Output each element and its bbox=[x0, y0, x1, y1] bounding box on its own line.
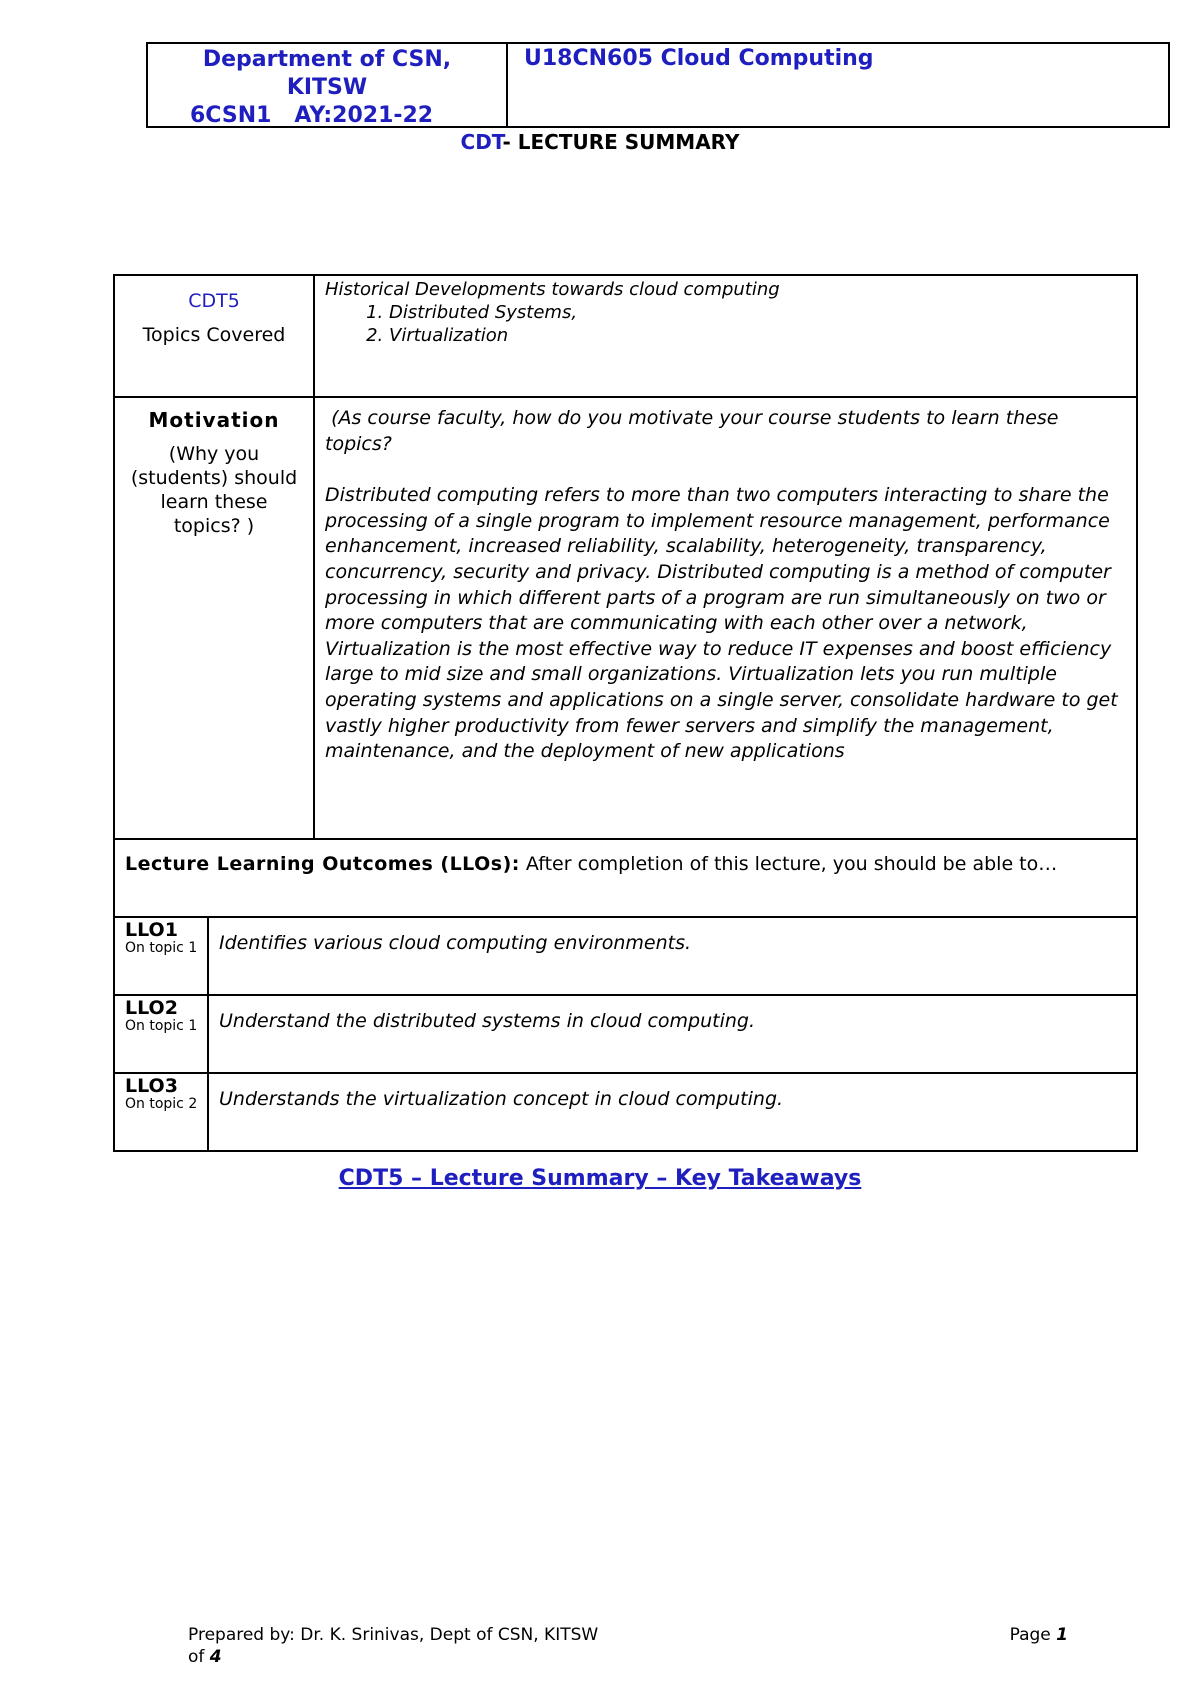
topic-item: 2. Virtualization bbox=[389, 324, 1126, 347]
topics-list bbox=[325, 301, 1126, 347]
llo-id: LLO2 bbox=[125, 997, 178, 1019]
summary-title-prefix: CDT bbox=[460, 130, 503, 154]
motivation-body: Distributed computing refers to more than two computers interacting to share the processing of a single program to implement resource management, performance enhancement, increased reliability, scalability, heterogeneity, transparency, concurrency, security and privacy. Distributed computing is a method of computer processing in which different parts of a program are run simultaneously on two or more computers that are communicating with each other over a network, bbox=[325, 484, 1111, 635]
page-total bbox=[188, 1646, 1068, 1668]
motivation-label: Motivation bbox=[148, 408, 280, 432]
llo-text: Understands the virtualization concept in cloud computing. bbox=[208, 1073, 1137, 1151]
topics-row bbox=[114, 275, 1137, 397]
motivation-content bbox=[314, 397, 1137, 839]
course-title: U18CN605 Cloud Computing bbox=[524, 46, 874, 71]
prepared-by: Prepared by: Dr. K. Srinivas, Dept of CSN, KITSW bbox=[188, 1625, 599, 1645]
motivation-question: (As course faculty, how do you motivate your course students to learn these topics? bbox=[325, 407, 1065, 455]
class-academic-year: 6CSN1 AY:2021-22 bbox=[190, 103, 434, 128]
llo-id: LLO1 bbox=[125, 919, 178, 941]
department-info bbox=[148, 44, 506, 130]
page-footer bbox=[188, 1624, 1068, 1668]
page-current: 1 bbox=[1056, 1625, 1068, 1645]
key-takeaways-title[interactable]: CDT5 – Lecture Summary – Key Takeaways bbox=[338, 1166, 862, 1191]
motivation-row bbox=[114, 397, 1137, 839]
department-line1: Department of CSN, bbox=[202, 47, 452, 72]
llo-heading-row bbox=[114, 839, 1137, 917]
summary-title bbox=[0, 130, 1200, 154]
llo-topic: On topic 1 bbox=[125, 1018, 198, 1034]
topic-item: 1. Distributed Systems, bbox=[389, 301, 1126, 324]
llo-heading: Lecture Learning Outcomes (LLOs): bbox=[125, 853, 520, 875]
lecture-table bbox=[113, 274, 1138, 1152]
llo-topic: On topic 1 bbox=[125, 940, 198, 956]
page-number bbox=[1010, 1624, 1068, 1646]
motivation-body-virtualization: Virtualization is the most effective way to reduce IT expenses and boost efficiency large to mid size and small organizations. Virtualization lets you run multiple operating systems and applications on a single server, consolidate hardware to get vastly higher productivity from fewer servers and simplify the management, maintenance, and the deployment of new applications bbox=[325, 637, 1118, 763]
topics-content bbox=[314, 275, 1137, 397]
department-line2: KITSW bbox=[286, 75, 368, 100]
llo-id-cell bbox=[114, 995, 208, 1073]
page-label: Page bbox=[1009, 1625, 1057, 1645]
llo-id-cell bbox=[114, 1073, 208, 1151]
llo-row bbox=[114, 917, 1137, 995]
topics-heading: Historical Developments towards cloud computing bbox=[325, 279, 780, 300]
llo-topic: On topic 2 bbox=[125, 1096, 198, 1112]
llo-row bbox=[114, 1073, 1137, 1151]
llo-heading-rest: After completion of this lecture, you should be able to… bbox=[519, 853, 1058, 875]
summary-title-rest: - LECTURE SUMMARY bbox=[502, 130, 740, 154]
llo-id: LLO3 bbox=[125, 1075, 178, 1097]
topics-label-cell bbox=[114, 275, 314, 397]
topic-code: CDT5 bbox=[188, 290, 240, 312]
page-total-number: 4 bbox=[209, 1647, 222, 1667]
llo-row bbox=[114, 995, 1137, 1073]
of-label: of bbox=[188, 1647, 210, 1667]
motivation-sublabel: (Why you (students) should learn these topics? ) bbox=[130, 443, 298, 537]
topics-covered-label: Topics Covered bbox=[142, 324, 286, 346]
llo-text: Understand the distributed systems in cloud computing. bbox=[208, 995, 1137, 1073]
llo-text: Identifies various cloud computing environments. bbox=[208, 917, 1137, 995]
llo-id-cell bbox=[114, 917, 208, 995]
header-box bbox=[146, 42, 1170, 128]
motivation-label-cell bbox=[114, 397, 314, 839]
llo-heading-cell bbox=[114, 839, 1137, 917]
header-divider bbox=[506, 44, 508, 128]
